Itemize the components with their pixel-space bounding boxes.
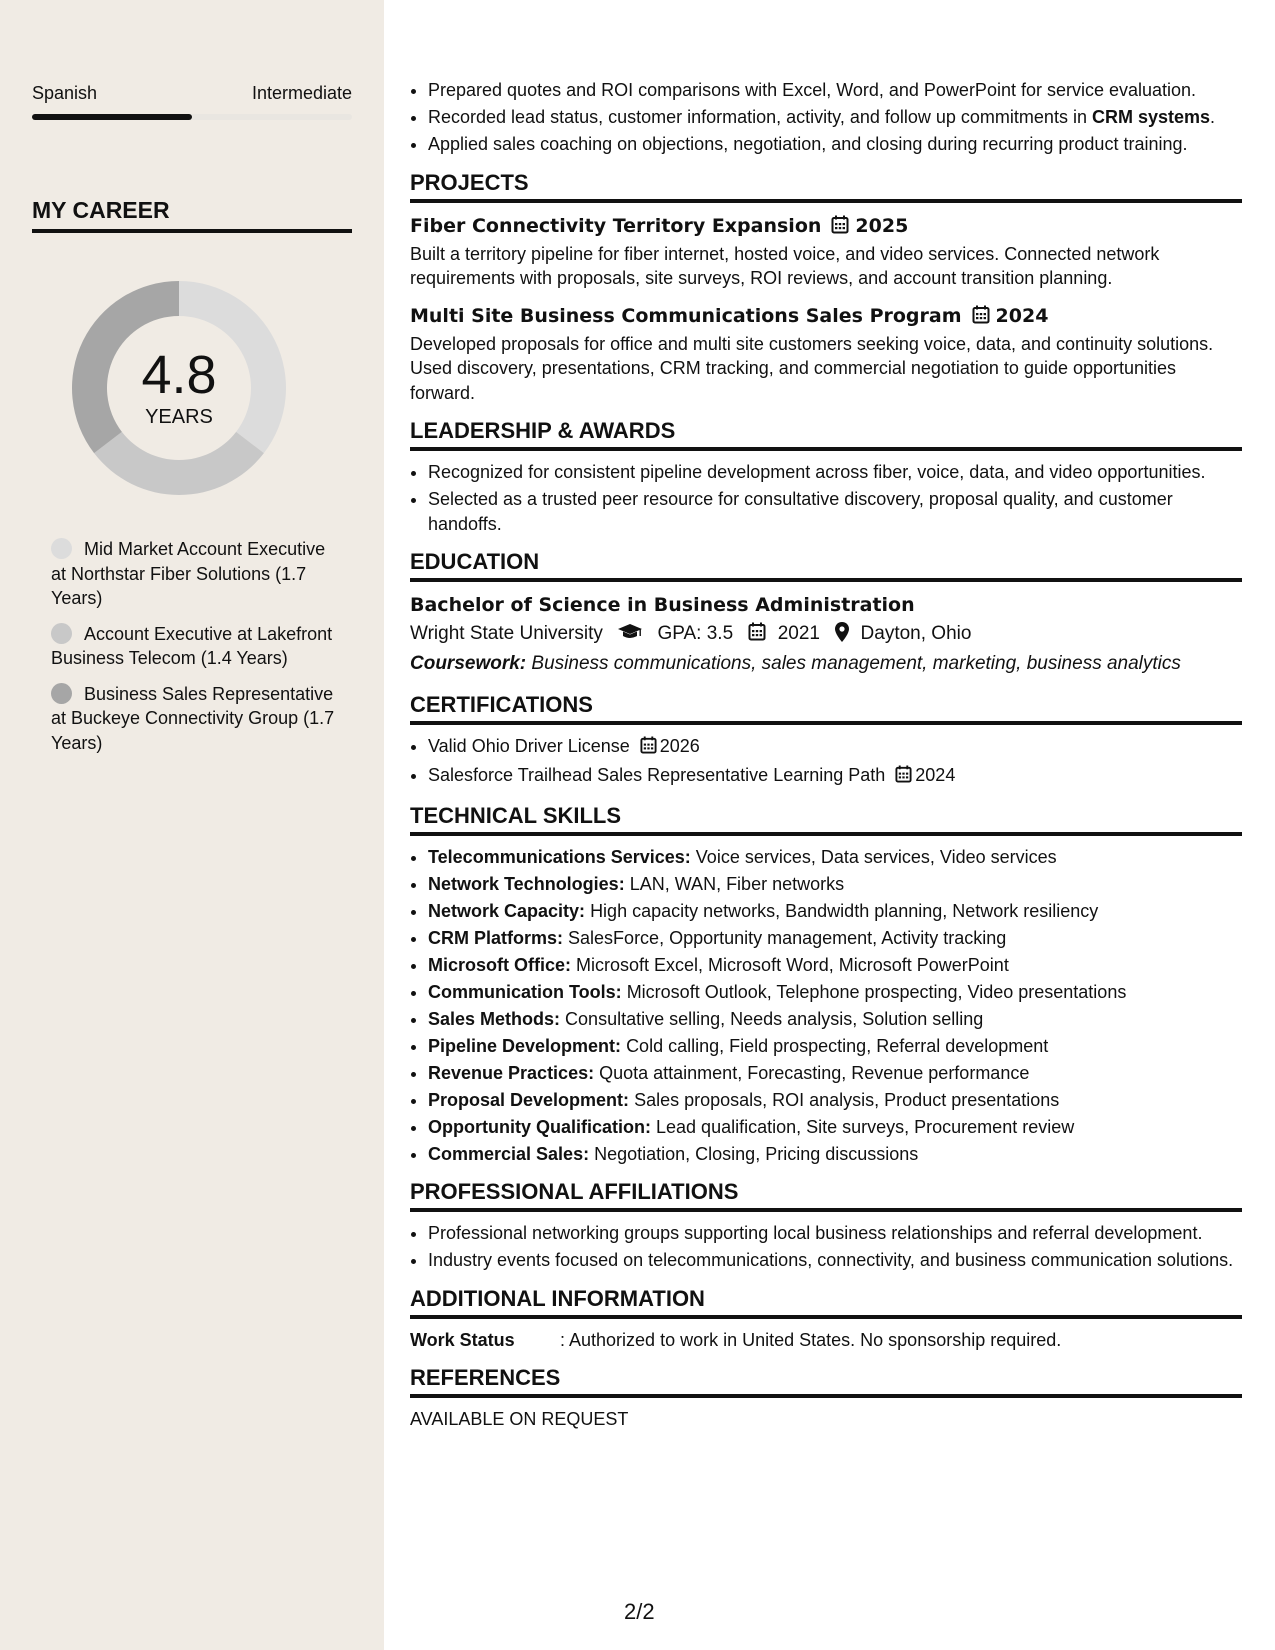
skill-label: Microsoft Office: [428,954,572,975]
graduation-year: 2021 [777,623,820,644]
project-item [410,302,1242,406]
skill-label: Telecommunications Services: [428,846,691,867]
skill-value: SalesForce, Opportunity management, Activity tracking [568,927,1007,948]
career-legend-item [51,682,341,756]
education-heading: EDUCATION [410,548,1242,582]
calendar-icon [972,304,990,332]
certification-item [428,763,1242,790]
skill-label: Opportunity Qualification: [428,1116,651,1137]
skill-value: Negotiation, Closing, Pricing discussions [594,1143,919,1164]
career-legend-label: Account Executive at Lakefront Business Telecom (1.4 Years) [51,623,333,668]
skill-label: Network Technologies: [428,873,625,894]
skill-value: Sales proposals, ROI analysis, Product presentations [634,1089,1060,1110]
skill-item [428,1142,1242,1167]
skill-item [428,980,1242,1005]
skill-item [428,845,1242,870]
certifications-heading: CERTIFICATIONS [410,691,1242,725]
skill-item [428,926,1242,951]
project-title-row [410,212,1242,242]
coursework-text: Business communications, sales management, marketing, business analytics [531,653,1181,674]
career-legend-item [51,622,341,671]
certification-name: Salesforce Trailhead Sales Representative Learning Path [428,765,886,785]
skill-value: High capacity networks, Bandwidth planning, Network resiliency [590,900,1099,921]
references-heading: REFERENCES [410,1364,1242,1398]
skill-value: Lead qualification, Site surveys, Procurement review [656,1116,1075,1137]
experience-bullet: • Prepared quotes and ROI comparisons with Excel, Word, and PowerPoint for service evaluation. [428,78,1242,103]
calendar-icon [748,619,766,649]
skill-value: Microsoft Outlook, Telephone prospecting, Video presentations [626,981,1127,1002]
projects-heading: PROJECTS [410,169,1242,203]
skill-item [428,872,1242,897]
page-number: 2/2 [624,1599,655,1624]
leadership-item: • Recognized for consistent pipeline development across fiber, voice, data, and video opportunities. [428,460,1242,485]
skill-value: LAN, WAN, Fiber networks [629,873,845,894]
main-content [410,78,1242,1432]
total-years-unit: YEARS [145,405,213,428]
skill-label: Communication Tools: [428,981,622,1002]
certifications-list [410,734,1242,790]
certification-year: 2026 [659,736,700,756]
affiliation-item: • Industry events focused on telecommunications, connectivity, and business communication solutions. [428,1248,1242,1273]
location: Dayton, Ohio [860,623,972,644]
crm-bold: CRM systems [1091,107,1210,127]
legend-dot [51,623,72,644]
skill-label: CRM Platforms: [428,927,564,948]
language-level: Intermediate [251,83,352,103]
certification-year: 2024 [915,765,956,785]
career-legend-item [51,537,341,611]
project-title: Fiber Connectivity Territory Expansion [410,214,822,237]
skill-label: Pipeline Development: [428,1035,622,1056]
sidebar [0,0,384,1650]
language-name: Spanish [32,83,98,103]
project-item [410,212,1242,291]
language-row [32,83,352,104]
project-description: Developed proposals for office and multi site customers seeking voice, data, and continuity solutions. Used discovery, presentations, CRM tracking, and commercial negotiation to guide opportunities forward. [410,333,1214,403]
calendar-icon [640,736,657,761]
skill-item [428,1115,1242,1140]
affiliations-list [410,1221,1242,1273]
skill-value: Microsoft Excel, Microsoft Word, Microsoft PowerPoint [576,954,1009,975]
career-legend [51,537,341,766]
skill-label: Revenue Practices: [428,1062,595,1083]
skill-value: Cold calling, Field prospecting, Referral development [626,1035,1049,1056]
certification-name: Valid Ohio Driver License [428,736,630,756]
affiliation-item: • Professional networking groups supporting local business relationships and referral development. [428,1221,1242,1246]
skill-label: Sales Methods: [428,1008,561,1029]
coursework-label: Coursework: [410,653,527,674]
donut-center [66,275,292,501]
project-title-row [410,302,1242,332]
language-proficiency-fill [32,114,192,120]
skill-item [428,1007,1242,1032]
legend-dot [51,538,72,559]
experience-bullets [410,78,1242,157]
graduation-cap-icon [618,619,642,649]
skill-label: Network Capacity: [428,900,586,921]
calendar-icon [831,214,849,242]
career-legend-label: Mid Market Account Executive at Northstar Fiber Solutions (1.7 Years) [51,539,326,608]
skill-value: Quota attainment, Forecasting, Revenue performance [599,1062,1030,1083]
map-pin-icon [835,619,849,649]
total-years-value: 4.8 [141,344,217,405]
career-legend-label: Business Sales Representative at Buckeye Connectivity Group (1.7 Years) [51,683,335,753]
skill-value: Voice services, Data services, Video services [695,846,1057,867]
degree: Bachelor of Science in Business Administration [410,594,915,616]
skills-list [410,845,1242,1167]
skill-item [428,1061,1242,1086]
skill-item [428,899,1242,924]
references-text: AVAILABLE ON REQUEST [410,1409,629,1429]
school-name: Wright State University [410,623,603,644]
education-details [410,619,1242,649]
project-title: Multi Site Business Communications Sales Program [410,304,962,327]
work-status-row [410,1328,1242,1353]
affiliations-heading: PROFESSIONAL AFFILIATIONS [410,1178,1242,1212]
calendar-icon [895,765,912,790]
leadership-item: • Selected as a trusted peer resource for consultative discovery, proposal quality, and customer handoffs. [428,487,1242,536]
experience-bullet: • Applied sales coaching on objections, negotiation, and closing during recurring product training. [428,132,1242,157]
language-proficiency-bar [32,114,352,120]
skill-label: Proposal Development: [428,1089,630,1110]
project-year: 2024 [995,304,1049,327]
skill-value: Consultative selling, Needs analysis, Solution selling [565,1008,984,1029]
leadership-heading: LEADERSHIP & AWARDS [410,417,1242,451]
legend-dot [51,683,72,704]
skill-item [428,953,1242,978]
certification-item [428,734,1242,761]
project-description: Built a territory pipeline for fiber internet, hosted voice, and video services. Connected network requirements with proposals, site surveys, ROI reviews, and account transition planning. [410,243,1160,288]
skill-item [428,1088,1242,1113]
skill-label: Commercial Sales: [428,1143,590,1164]
skill-item [428,1034,1242,1059]
leadership-list [410,460,1242,536]
experience-bullet: • Recorded lead status, customer information, activity, and follow up commitments in CRM systems. [428,105,1242,130]
career-donut-chart [66,275,292,501]
skills-heading: TECHNICAL SKILLS [410,802,1242,836]
career-title: MY CAREER [32,197,352,233]
work-status-value: : Authorized to work in United States. No sponsorship required. [560,1329,1062,1350]
gpa: GPA: 3.5 [657,623,734,644]
additional-info-heading: ADDITIONAL INFORMATION [410,1285,1242,1319]
project-year: 2025 [855,214,909,237]
work-status-label: Work Status [410,1329,515,1350]
coursework [410,649,1242,679]
